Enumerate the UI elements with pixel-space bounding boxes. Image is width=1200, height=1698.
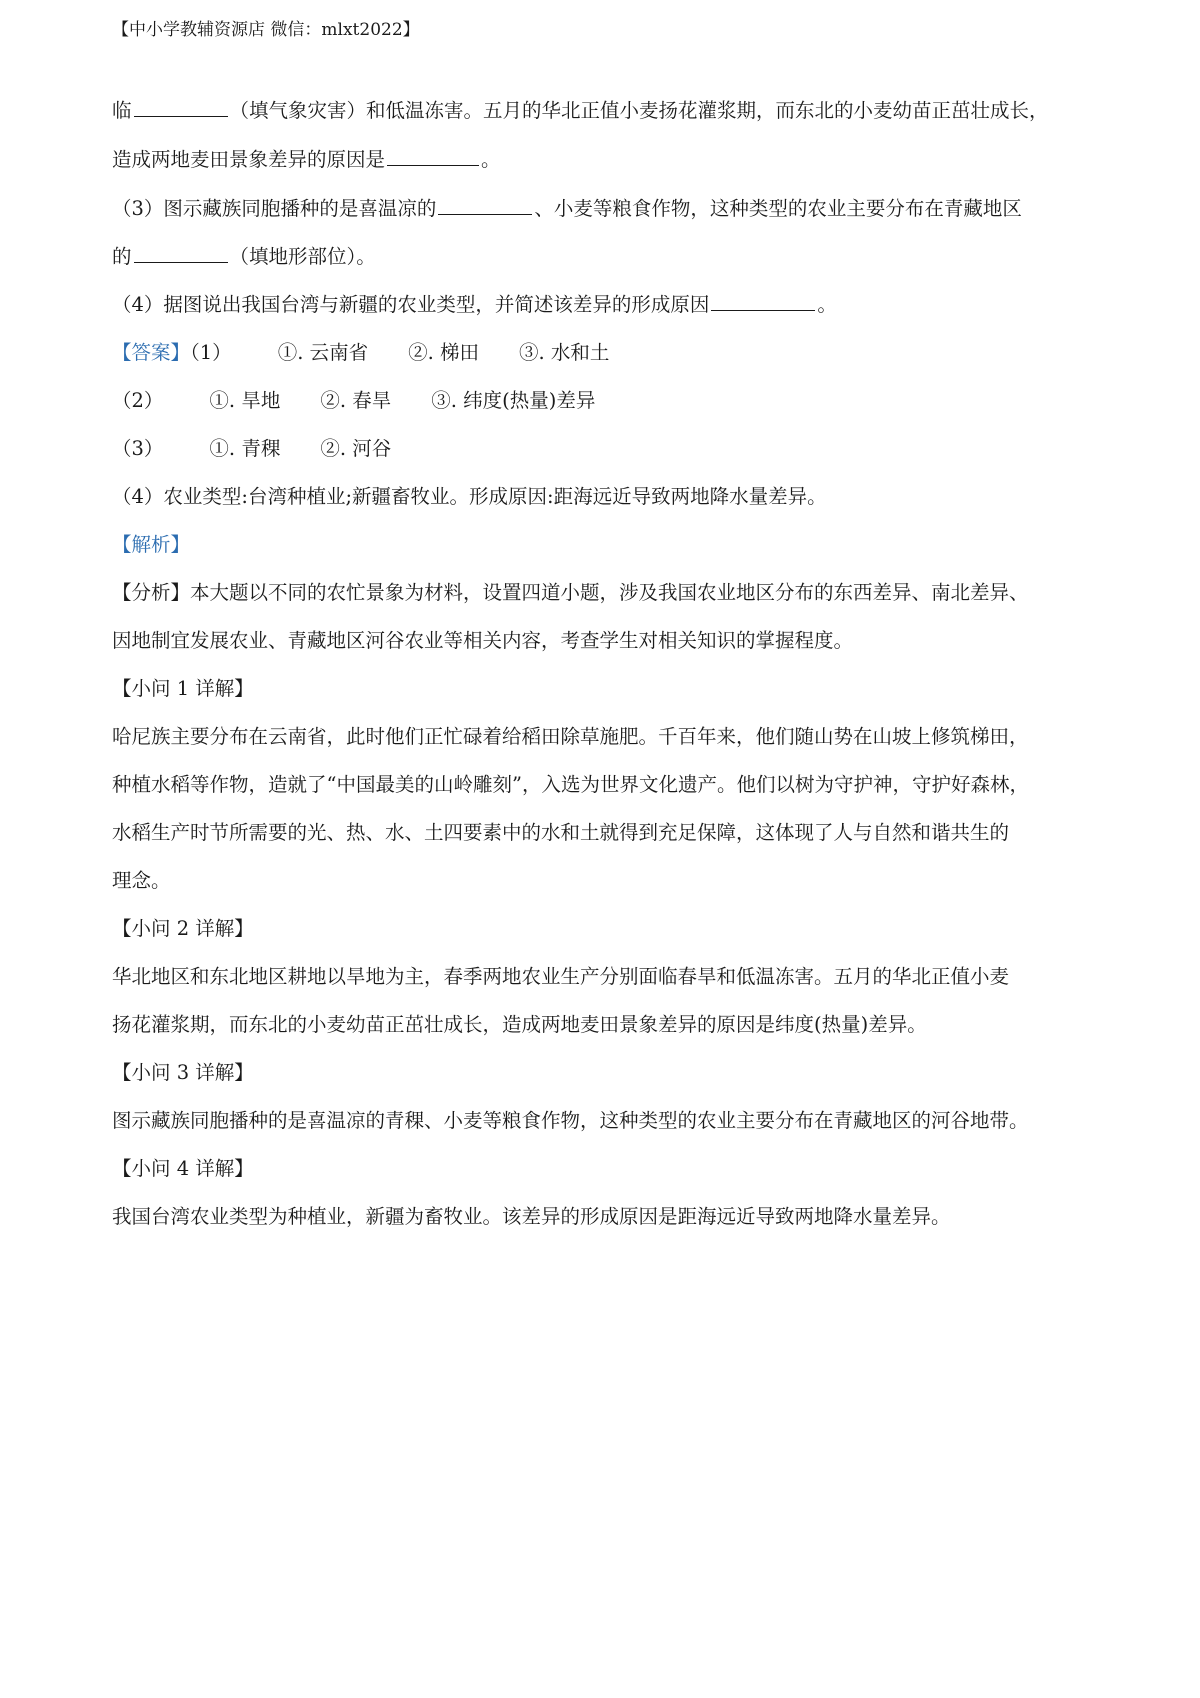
q3-line2-post: （填地形部位）。: [229, 245, 376, 268]
q3-line1: [112, 194, 1022, 224]
sub4-title: 【小问 4 详解】: [112, 1157, 254, 1180]
q2-line1-text: （填气象灾害）和低温冻害。五月的华北正值小麦扬花灌浆期，而东北的小麦幼苗正茁壮成长，: [229, 99, 1049, 122]
sub1-line-3: 水稻生产时节所需要的光、热、水、土四要素中的水和土就得到充足保障，这体现了人与自然和谐共生的: [112, 821, 1010, 844]
answer-2-opt-2: ②. 春旱: [320, 389, 392, 412]
q4-line: [112, 290, 837, 320]
q2-line2: [112, 145, 501, 175]
answer-2-num: （2）: [112, 389, 164, 412]
sub1-line-2: 种植水稻等作物，造就了“中国最美的山岭雕刻”，入选为世界文化遗产。他们以树为守护神，守护好森林，: [112, 773, 1029, 796]
answer-blank: [438, 194, 532, 215]
analysis-label: 【解析】: [112, 533, 191, 556]
answer-blank: [134, 96, 228, 117]
analysis-fenxi-2: 因地制宜发展农业、青藏地区河谷农业等相关内容，考查学生对相关知识的掌握程度。: [112, 629, 854, 652]
answer-1-num: （1）: [190, 341, 232, 364]
q3-line1-pre: （3）图示藏族同胞播种的是喜温凉的: [112, 197, 437, 220]
q2-line1-pre: 临: [112, 99, 132, 122]
answer-blank: [134, 242, 228, 263]
answer-1-opt-2: ②. 梯田: [408, 341, 479, 364]
q4-pre: （4）据图说出我国台湾与新疆的农业类型，并简述该差异的形成原因: [112, 293, 710, 316]
analysis-fenxi-1: 【分析】本大题以不同的农忙景象为材料，设置四道小题，涉及我国农业地区分布的东西差异、南北差异、: [112, 581, 1029, 604]
sub1-line-1: 哈尼族主要分布在云南省，此时他们正忙碌着给稻田除草施肥。千百年来，他们随山势在山坡上修筑梯田，: [112, 725, 1029, 748]
answer-3-num: （3）: [112, 437, 164, 460]
q2-line1: [112, 96, 1049, 126]
answer-1-opt-3: ③. 水和土: [519, 341, 610, 364]
sub1-title: 【小问 1 详解】: [112, 677, 254, 700]
answer-blank: [711, 290, 815, 311]
answer-row-3: [112, 434, 391, 464]
q3-line1-post: 、小麦等粮食作物，这种类型的农业主要分布在青藏地区: [534, 197, 1022, 220]
answer-label: 【答案】: [112, 341, 191, 364]
answer-blank: [387, 145, 479, 166]
sub4-line-1: 我国台湾农业类型为种植业，新疆为畜牧业。该差异的形成原因是距海远近导致两地降水量差异。: [112, 1205, 951, 1228]
answer-2-opt-3: ③. 纬度(热量)差异: [431, 389, 596, 412]
q4-post: 。: [817, 293, 837, 316]
page-header: 【中小学教辅资源店 微信：mlxt2022】: [112, 20, 420, 40]
sub2-line-2: 扬花灌浆期，而东北的小麦幼苗正茁壮成长，造成两地麦田景象差异的原因是纬度(热量)差异。: [112, 1013, 927, 1036]
answer-row-4: （4）农业类型:台湾种植业;新疆畜牧业。形成原因:距海远近导致两地降水量差异。: [112, 485, 827, 508]
answer-row-1: [112, 338, 609, 368]
answer-1-opt-1: ①. 云南省: [277, 341, 369, 364]
q2-line2-pre: 造成两地麦田景象差异的原因是: [112, 148, 386, 171]
answer-3-opt-2: ②. 河谷: [320, 437, 392, 460]
q3-line2: [112, 242, 376, 272]
answer-3-opt-1: ①. 青稞: [209, 437, 281, 460]
sub3-line-1: 图示藏族同胞播种的是喜温凉的青稞、小麦等粮食作物，这种类型的农业主要分布在青藏地区的河谷地带。: [112, 1109, 1029, 1132]
q3-line2-pre: 的: [112, 245, 132, 268]
answer-2-opt-1: ①. 旱地: [209, 389, 281, 412]
answer-row-2: [112, 386, 595, 416]
sub1-line-4: 理念。: [112, 869, 171, 892]
sub3-title: 【小问 3 详解】: [112, 1061, 254, 1084]
sub2-title: 【小问 2 详解】: [112, 917, 254, 940]
q2-line2-post: 。: [481, 148, 501, 171]
sub2-line-1: 华北地区和东北地区耕地以旱地为主，春季两地农业生产分别面临春旱和低温冻害。五月的华北正值小麦: [112, 965, 1010, 988]
